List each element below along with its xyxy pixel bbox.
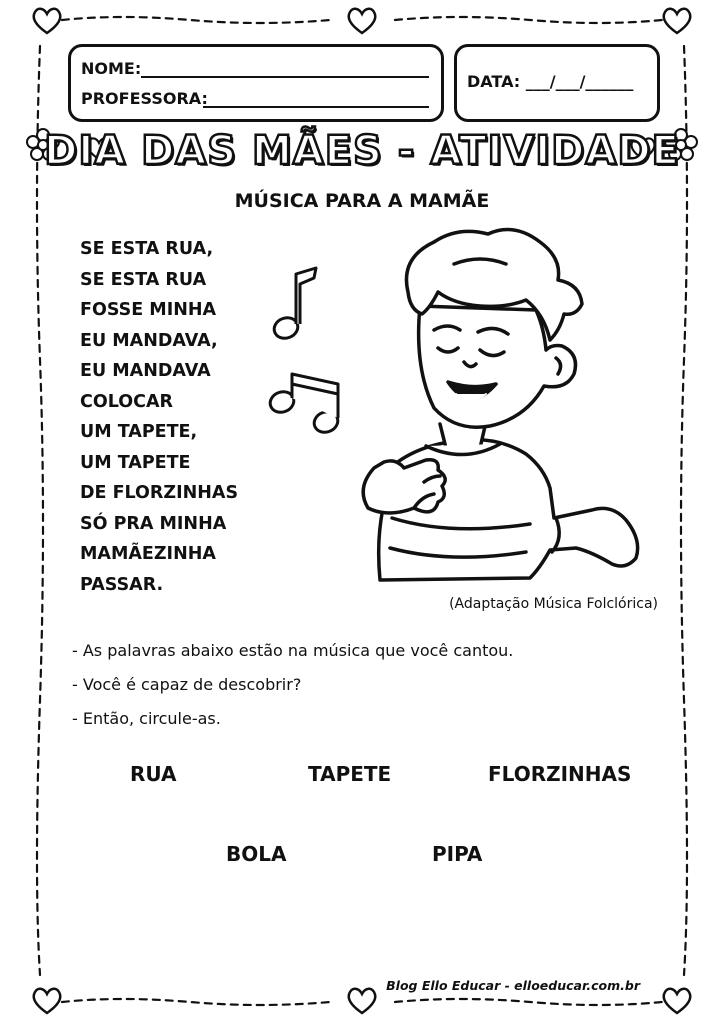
song-lyrics	[80, 234, 238, 600]
lyric-line: FOSSE MINHA	[80, 300, 217, 320]
word-choice[interactable]: FLORZINHAS	[488, 762, 632, 786]
footer-credit: Blog Ello Educar - elloeducar.com.br	[386, 978, 640, 993]
page-title: DIA DAS MÃES - ATIVIDADE	[44, 128, 680, 174]
lyric-line: UM TAPETE	[80, 452, 191, 473]
heart-icon	[30, 6, 64, 36]
song-title: MÚSICA PARA A MAMÃE	[234, 190, 490, 212]
music-note-icon	[266, 262, 326, 346]
lyric-line: DE FLORZINHAS	[80, 483, 239, 503]
date-box	[454, 44, 660, 122]
instructions	[72, 634, 513, 736]
heart-icon	[345, 986, 379, 1016]
lyric-line: MAMÃEZINHA	[80, 544, 216, 564]
lyric-line: UM TAPETE,	[80, 422, 198, 442]
name-line[interactable]	[141, 76, 429, 78]
singing-boy-illustration	[330, 218, 646, 590]
teacher-label: PROFESSORA:	[81, 89, 208, 108]
lyric-line: EU MANDAVA	[80, 361, 211, 381]
word-choice[interactable]: TAPETE	[308, 762, 392, 786]
name-label: NOME:	[81, 59, 142, 78]
lyric-line: SÓ PRA MINHA	[80, 513, 227, 534]
instruction-line: - Você é capaz de descobrir?	[72, 675, 302, 694]
date-label[interactable]: DATA: ___/___/______	[467, 72, 634, 91]
heart-icon	[660, 6, 694, 36]
word-choice[interactable]: BOLA	[226, 842, 287, 866]
heart-icon	[30, 986, 64, 1016]
song-credit: (Adaptação Música Folclórica)	[449, 596, 658, 612]
lyric-line: COLOCAR	[80, 391, 173, 412]
heart-icon	[345, 6, 379, 36]
heart-icon	[660, 986, 694, 1016]
student-info-box	[68, 44, 444, 122]
lyric-line: SE ESTA RUA	[80, 269, 207, 290]
word-choice[interactable]: PIPA	[432, 842, 483, 866]
lyric-line: SE ESTA RUA,	[80, 239, 214, 259]
teacher-line[interactable]	[203, 106, 429, 108]
lyric-line: PASSAR.	[80, 574, 164, 595]
instruction-line: - Então, circule-as.	[72, 709, 221, 728]
word-choice[interactable]: RUA	[130, 762, 177, 786]
instruction-line: - As palavras abaixo estão na música que você cantou.	[72, 641, 514, 660]
lyric-line: EU MANDAVA,	[80, 330, 218, 351]
